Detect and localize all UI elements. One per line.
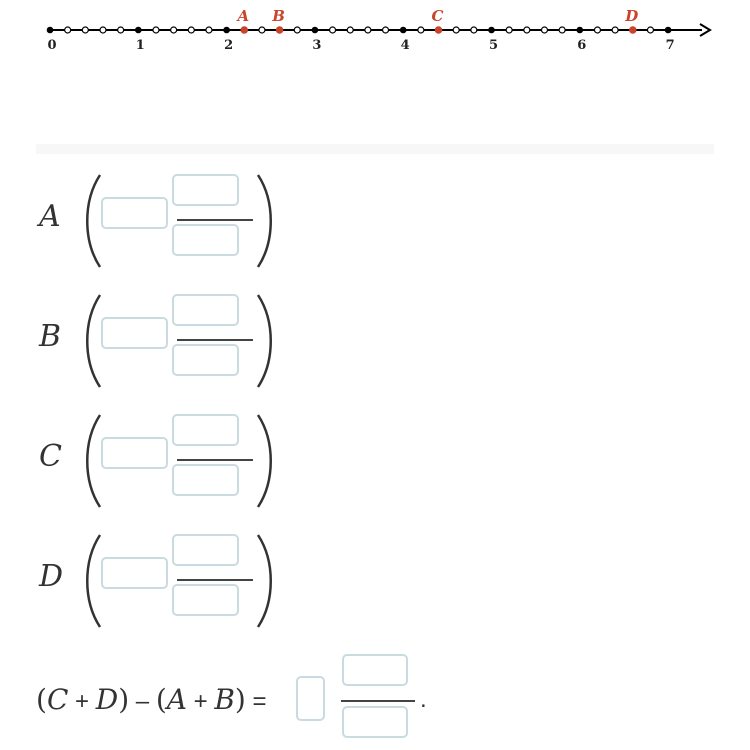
fraction-bar (177, 459, 253, 461)
section-divider (36, 144, 714, 154)
major-tick-dot (135, 27, 142, 34)
tick-label: 2 (224, 38, 234, 53)
row-label: C (39, 439, 62, 474)
tick-label: 0 (47, 38, 57, 53)
row-b (36, 291, 296, 391)
tick-label: 1 (135, 38, 145, 53)
major-tick-dot (577, 27, 584, 34)
fraction-bar (177, 339, 253, 341)
minor-tick-dot (383, 27, 389, 33)
number-line (0, 0, 750, 60)
minor-tick-dot (541, 27, 547, 33)
row-a (36, 171, 296, 271)
major-tick-dot (488, 27, 495, 34)
equation-text: (C + D) – (A + B) = (36, 683, 267, 716)
row-label: B (39, 319, 62, 354)
row-label: A (39, 199, 61, 234)
equation-row (36, 650, 456, 740)
row-c (36, 411, 296, 511)
minor-tick-dot (347, 27, 353, 33)
tick-label: 4 (400, 38, 410, 53)
minor-tick-dot (294, 27, 300, 33)
point-marker (241, 27, 248, 34)
result-whole-input[interactable] (296, 676, 325, 721)
minor-tick-dot (82, 27, 88, 33)
minor-tick-dot (524, 27, 530, 33)
minor-tick-dot (594, 27, 600, 33)
minor-tick-dot (206, 27, 212, 33)
point-label: D (625, 7, 639, 25)
row-d (36, 531, 296, 631)
point-label: A (237, 7, 250, 25)
minor-tick-dot (559, 27, 565, 33)
denominator-input[interactable] (172, 464, 239, 496)
minor-tick-dot (65, 27, 71, 33)
row-label: D (39, 559, 64, 594)
tick-label: 6 (577, 38, 587, 53)
fraction-bar (177, 579, 253, 581)
minor-tick-dot (418, 27, 424, 33)
point-marker (435, 27, 442, 34)
minor-tick-dot (153, 27, 159, 33)
minor-tick-dot (100, 27, 106, 33)
major-tick-dot (223, 27, 230, 34)
numerator-input[interactable] (172, 534, 239, 566)
minor-tick-dot (453, 27, 459, 33)
minor-tick-dot (118, 27, 124, 33)
numerator-input[interactable] (172, 294, 239, 326)
major-tick-dot (665, 27, 672, 34)
whole-number-input[interactable] (101, 437, 168, 469)
minor-tick-dot (188, 27, 194, 33)
result-fraction-bar (341, 700, 415, 702)
equation-period: . (420, 686, 427, 713)
fraction-bar (177, 219, 253, 221)
right-paren-icon (254, 171, 274, 271)
point-label: C (431, 7, 444, 25)
whole-number-input[interactable] (101, 317, 168, 349)
major-tick-dot (400, 27, 407, 34)
result-numerator-input[interactable] (342, 654, 408, 686)
minor-tick-dot (365, 27, 371, 33)
denominator-input[interactable] (172, 584, 239, 616)
numerator-input[interactable] (172, 174, 239, 206)
right-paren-icon (254, 291, 274, 391)
minor-tick-dot (259, 27, 265, 33)
tick-label: 5 (488, 38, 499, 53)
minor-tick-dot (506, 27, 512, 33)
point-marker (276, 27, 283, 34)
tick-label: 3 (312, 38, 322, 53)
result-denominator-input[interactable] (342, 706, 408, 738)
minor-tick-dot (647, 27, 653, 33)
point-label: B (272, 7, 285, 25)
minor-tick-dot (171, 27, 177, 33)
minor-tick-dot (612, 27, 618, 33)
whole-number-input[interactable] (101, 197, 168, 229)
denominator-input[interactable] (172, 224, 239, 256)
right-paren-icon (254, 411, 274, 511)
major-tick-dot (47, 27, 54, 34)
point-marker (629, 27, 636, 34)
whole-number-input[interactable] (101, 557, 168, 589)
minor-tick-dot (330, 27, 336, 33)
numerator-input[interactable] (172, 414, 239, 446)
tick-label: 7 (665, 38, 675, 53)
major-tick-dot (312, 27, 319, 34)
right-paren-icon (254, 531, 274, 631)
minor-tick-dot (471, 27, 477, 33)
denominator-input[interactable] (172, 344, 239, 376)
